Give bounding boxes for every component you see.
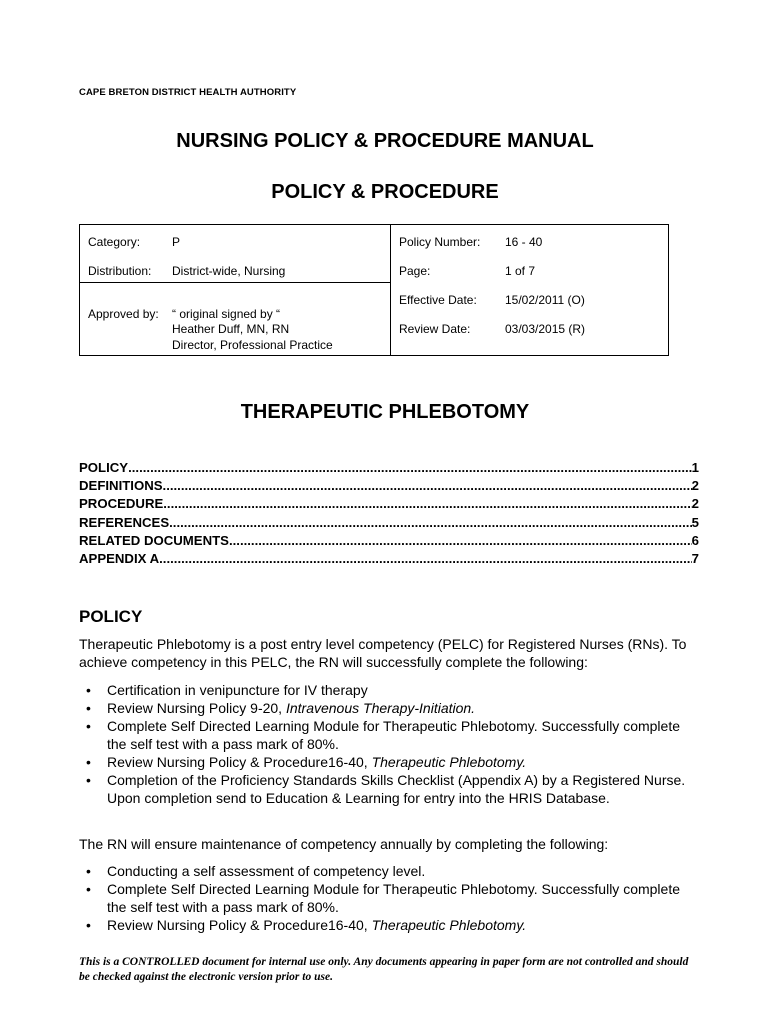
organization-name: CAPE BRETON DISTRICT HEALTH AUTHORITY — [79, 87, 297, 98]
cell-divider — [80, 282, 390, 283]
competency-requirements-list — [79, 681, 699, 807]
effective-date-value: 15/02/2011 (O) — [505, 293, 585, 307]
page-label: Page: — [399, 264, 431, 278]
list-item: • Review Nursing Policy 9-20, Intravenous Therapy-Initiation. — [86, 700, 476, 716]
manual-title: NURSING POLICY & PROCEDURE MANUAL — [176, 130, 594, 152]
policy-metadata-table — [79, 224, 669, 356]
policy-number-value: 16 - 40 — [505, 235, 543, 249]
list-item: • Completion of the Proficiency Standards Skills Checklist (Appendix A) by a Registered Nurse. Upon completion send to Education & Learning for entry into the HRIS Database. — [86, 772, 686, 806]
approved-by-label: Approved by: — [88, 307, 159, 321]
review-date-label: Review Date: — [399, 322, 471, 336]
list-item: • Review Nursing Policy & Procedure16-40, Therapeutic Phlebotomy. — [86, 754, 527, 770]
category-label: Category: — [88, 235, 141, 249]
policy-section-heading: POLICY — [79, 607, 143, 626]
list-item: • Review Nursing Policy & Procedure16-40, Therapeutic Phlebotomy. — [86, 917, 527, 933]
table-of-contents — [79, 459, 699, 568]
approved-signature-line: “ original signed by “ — [172, 307, 281, 321]
toc-entry-definitions[interactable]: DEFINITIONS ..... 2 — [79, 477, 699, 495]
document-type-heading: POLICY & PROCEDURE — [271, 181, 499, 203]
toc-entry-procedure[interactable]: PROCEDURE ..... 2 — [79, 495, 699, 513]
page-value: 1 of 7 — [505, 264, 536, 278]
effective-date-label: Effective Date: — [399, 293, 477, 307]
maintenance-paragraph: The RN will ensure maintenance of competency annually by completing the following: — [79, 836, 609, 852]
toc-entry-appendix-a[interactable]: APPENDIX A ..... 7 — [79, 550, 699, 568]
list-item: • Conducting a self assessment of competency level. — [86, 863, 426, 879]
review-date-value: 03/03/2015 (R) — [505, 322, 586, 336]
distribution-value: District-wide, Nursing — [172, 264, 286, 278]
policy-intro-paragraph: Therapeutic Phlebotomy is a post entry level competency (PELC) for Registered Nurses (RNs). To achieve competency in this PELC, the RN will successfully complete the following: — [79, 636, 687, 670]
category-value: P — [172, 235, 181, 249]
approver-title: Director, Professional Practice — [172, 338, 333, 352]
toc-entry-references[interactable]: REFERENCES ..... 5 — [79, 514, 699, 532]
list-item: • Complete Self Directed Learning Module for Therapeutic Phlebotomy. Successfully complete the self test with a pass mark of 80%. — [86, 881, 680, 915]
controlled-document-notice: This is a CONTROLLED document for internal use only. Any documents appearing in paper form are not controlled and should be checked against the electronic version prior to use. — [79, 956, 689, 983]
distribution-label: Distribution: — [88, 264, 152, 278]
left-metadata-cell — [80, 225, 390, 355]
document-title: THERAPEUTIC PHLEBOTOMY — [240, 401, 530, 423]
policy-number-label: Policy Number: — [399, 235, 481, 249]
right-metadata-cell — [391, 225, 668, 355]
toc-entry-related-documents[interactable]: RELATED DOCUMENTS ..... 6 — [79, 532, 699, 550]
list-item: • Complete Self Directed Learning Module for Therapeutic Phlebotomy. Successfully complete the self test with a pass mark of 80%. — [86, 718, 680, 752]
approver-name: Heather Duff, MN, RN — [172, 322, 290, 336]
list-item: • Certification in venipuncture for IV therapy — [86, 682, 368, 698]
maintenance-requirements-list — [79, 862, 699, 934]
toc-entry-policy[interactable]: POLICY ..... 1 — [79, 459, 699, 477]
